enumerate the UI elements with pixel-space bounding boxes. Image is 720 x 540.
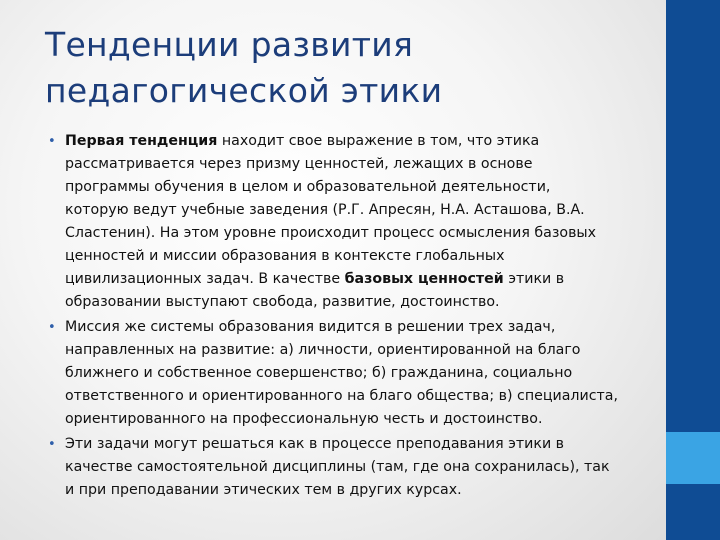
bullet-marker: •	[48, 134, 56, 149]
side-accent-decoration	[666, 432, 720, 484]
bullet-line: и при преподавании этических тем в других курсах.	[65, 482, 462, 498]
bullet-line: ориентированного на профессиональную честь и достоинство.	[65, 411, 543, 427]
bullet-line: которую ведут учебные заведения (Р.Г. Апресян, Н.А. Асташова, В.А.	[65, 202, 585, 218]
bullet-line: Эти задачи могут решаться как в процессе преподавания этики в	[65, 436, 565, 452]
bullet-line: направленных на развитие: а) личности, ориентированной на благо	[65, 342, 581, 358]
title-line-2: педагогической этики	[45, 71, 443, 110]
line-text: находит свое выражение в том, что этика	[217, 133, 540, 149]
bullet-line: ответственного и ориентированного на благо общества; в) специалиста,	[65, 388, 618, 404]
bullet-item-2	[48, 316, 638, 431]
bullet-line: программы обучения в целом и образовательной деятельности,	[65, 179, 551, 195]
bullet-list	[48, 130, 638, 504]
bold-phrase: Первая тенденция	[65, 133, 218, 149]
bullet-line: Сластенин). На этом уровне происходит процесс осмысления базовых	[65, 225, 597, 241]
bullet-marker: •	[48, 437, 56, 452]
bullet-line: рассматривается через призму ценностей, лежащих в основе	[65, 156, 533, 172]
bullet-line: образовании выступают свобода, развитие, достоинство.	[65, 294, 500, 310]
bullet-line	[65, 130, 638, 153]
bullet-line: ближнего и собственное совершенство; б) гражданина, социально	[65, 365, 573, 381]
slide-title	[45, 22, 645, 114]
bullet-line	[65, 268, 638, 291]
bullet-line: ценностей и миссии образования в контексте глобальных	[65, 248, 505, 264]
bullet-item-3	[48, 433, 638, 502]
bullet-line: Миссия же системы образования видится в решении трех задач,	[65, 319, 556, 335]
line-text: этики в	[503, 271, 565, 287]
title-line-1: Тенденции развития	[45, 25, 414, 64]
bold-phrase: базовых ценностей	[344, 271, 504, 287]
bullet-line: качестве самостоятельной дисциплины (там, где она сохранилась), так	[65, 459, 610, 475]
bullet-marker: •	[48, 320, 56, 335]
bullet-item-1	[48, 130, 638, 314]
line-text: цивилизационных задач. В качестве	[65, 271, 345, 287]
